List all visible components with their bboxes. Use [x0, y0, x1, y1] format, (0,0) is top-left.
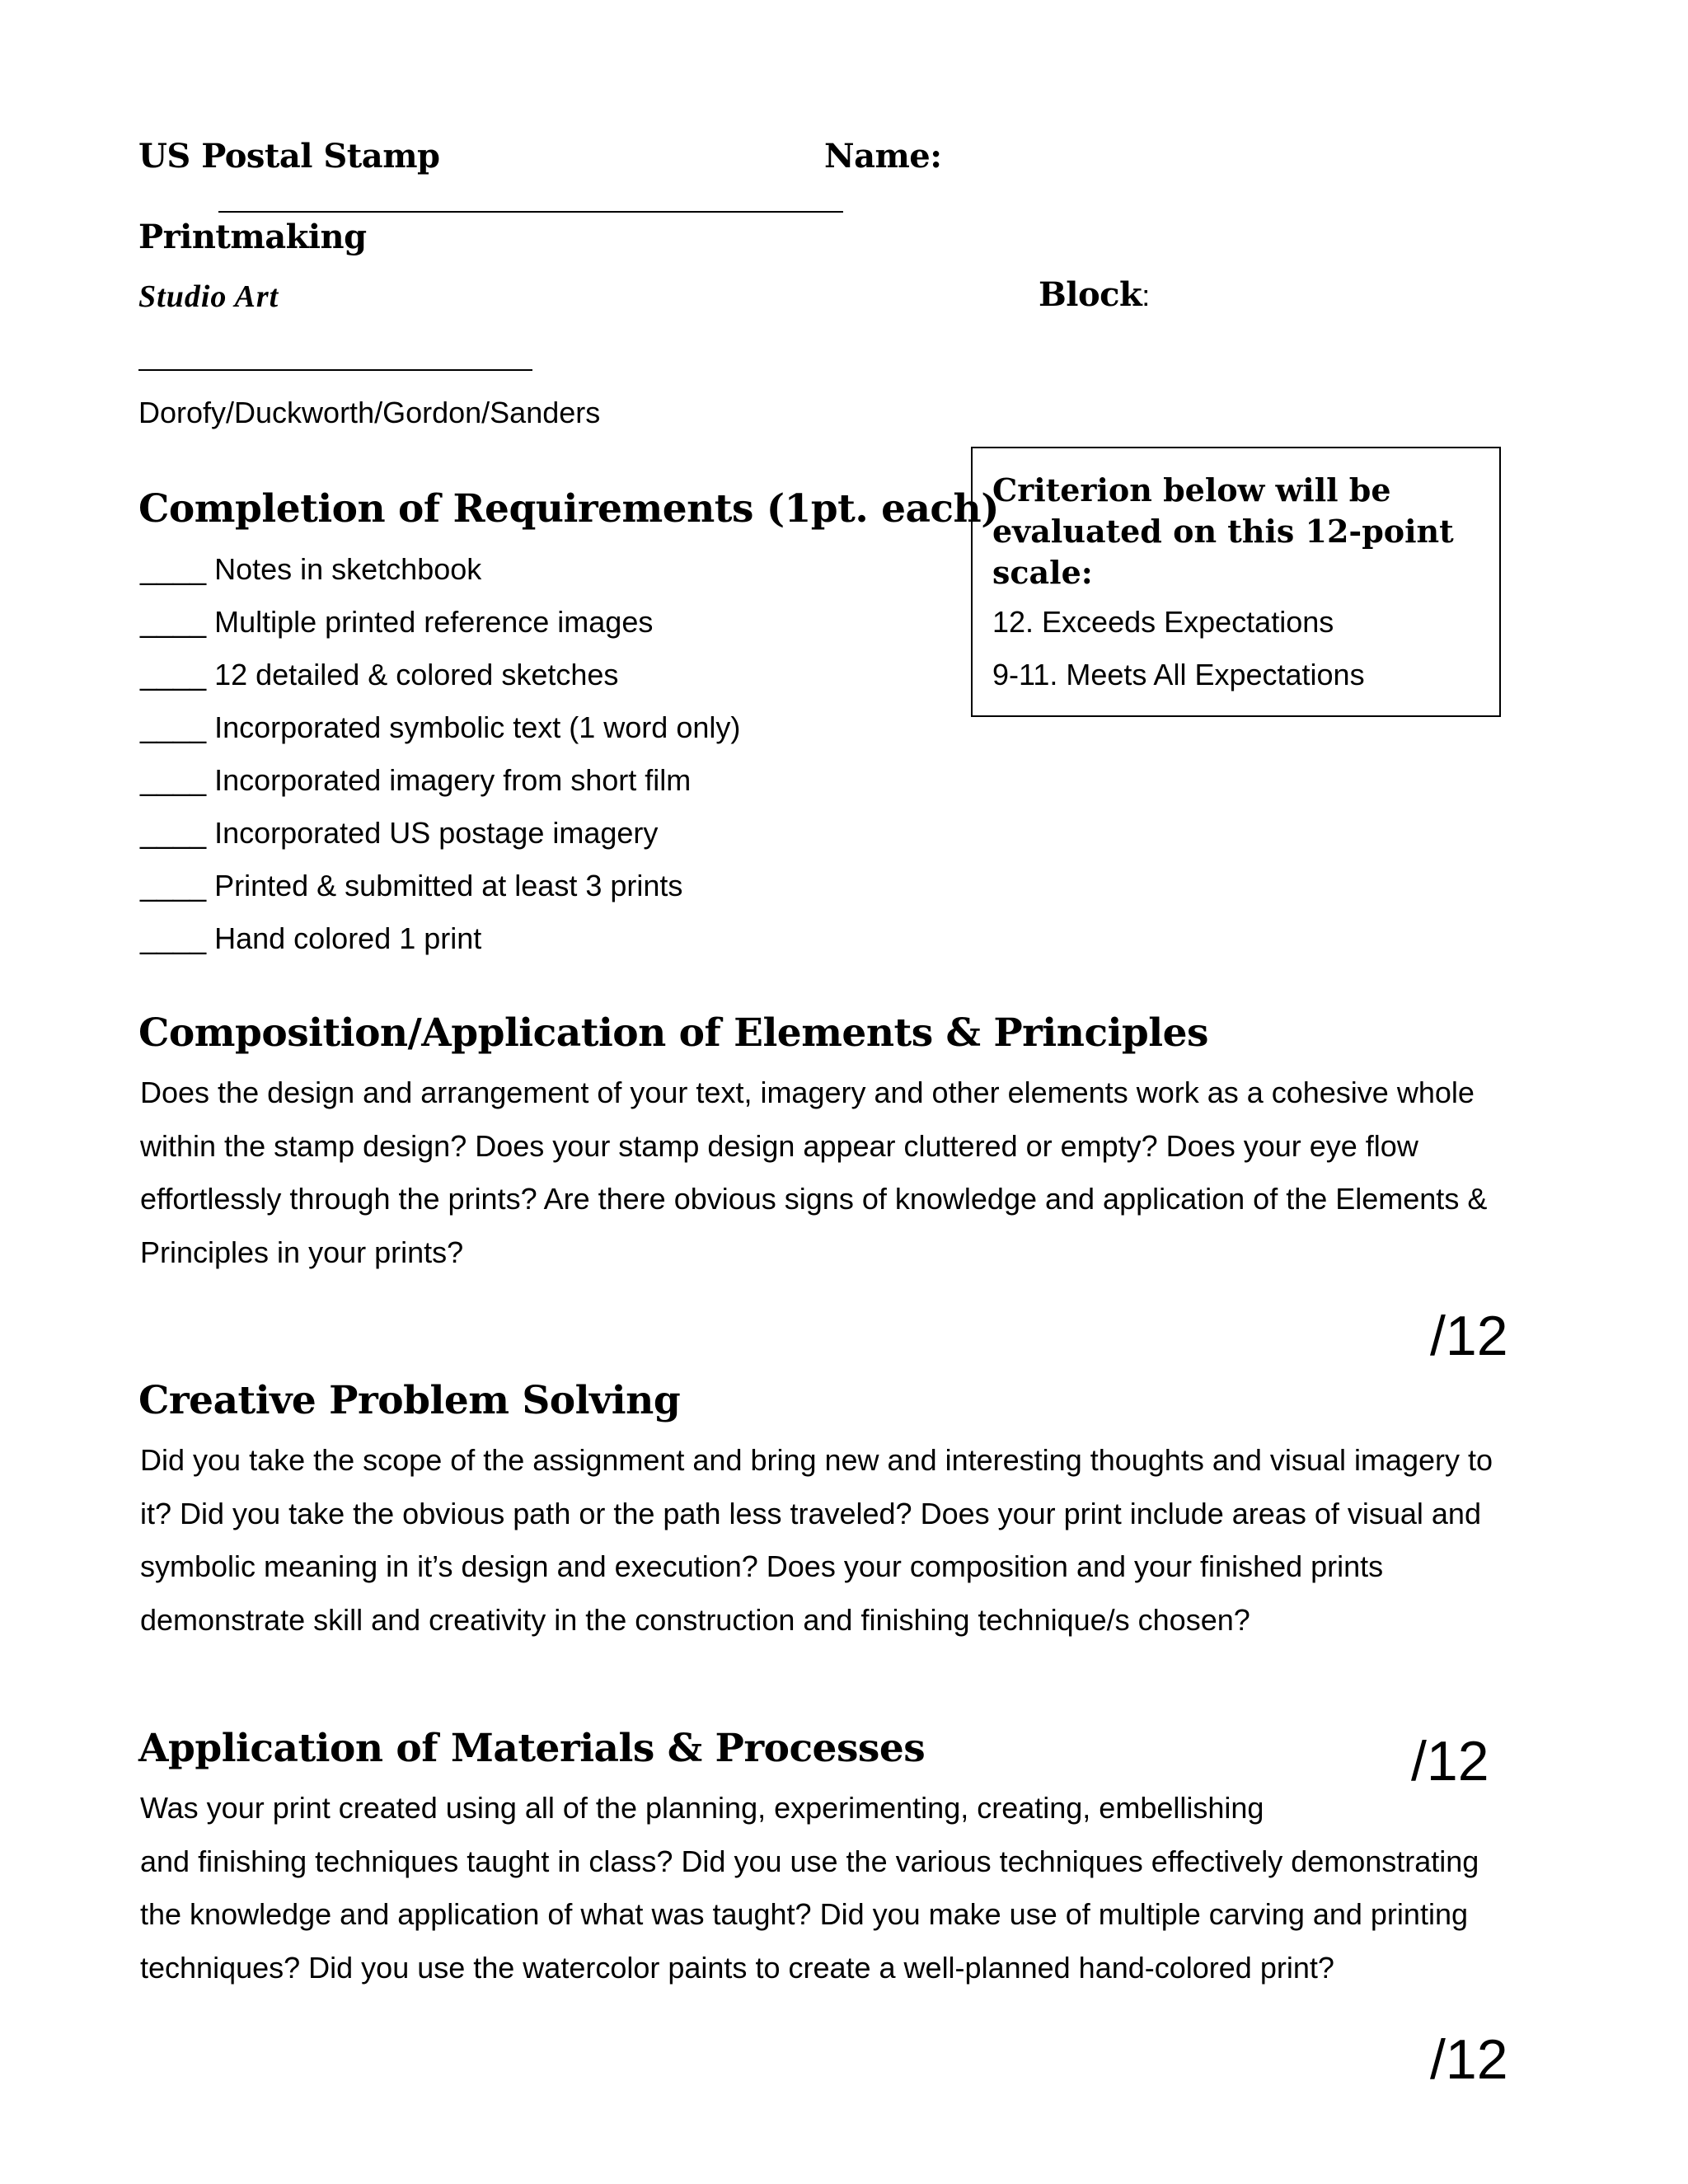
name-label: Name: [824, 137, 942, 176]
teachers: Dorofy/Duckworth/Gordon/Sanders [138, 396, 601, 429]
course-title: US Postal Stamp [138, 137, 440, 176]
paragraph-line: and finishing techniques taught in class? Did you use the various techniques effectively demonstrating [140, 1844, 1479, 1878]
score-materials: /12 [1430, 2028, 1508, 2091]
name-field-line[interactable] [218, 211, 843, 213]
requirement-item: ____ 12 detailed & colored sketches [140, 658, 619, 691]
block-colon: : [1142, 279, 1151, 312]
block-label-wrap [1039, 275, 1150, 314]
score-creative: /12 [1411, 1730, 1489, 1793]
paragraph-line: within the stamp design? Does your stamp design appear cluttered or empty? Does your eye flow [140, 1128, 1418, 1163]
requirement-item: ____ Incorporated symbolic text (1 word only) [140, 710, 741, 744]
paragraph-line: it? Did you take the obvious path or the path less traveled? Does your print include areas of visual and [140, 1496, 1481, 1530]
section-title-composition: Composition/Application of Elements & Principles [138, 1010, 1209, 1056]
section-text-composition [140, 1066, 1487, 1279]
requirement-item: ____ Printed & submitted at least 3 prints [140, 869, 683, 902]
paragraph-line: Was your print created using all of the planning, experimenting, creating, embellishing [140, 1791, 1264, 1825]
block-label: Block [1039, 275, 1142, 314]
paragraph-line: techniques? Did you use the watercolor paints to create a well-planned hand-colored print? [140, 1950, 1334, 1985]
scale-item: 9-11. Meets All Expectations [992, 658, 1365, 691]
section-title-creative: Creative Problem Solving [138, 1378, 681, 1423]
unit-title: Printmaking [138, 218, 367, 256]
section-text-creative [140, 1434, 1493, 1647]
score-composition: /12 [1430, 1305, 1508, 1367]
paragraph-line: demonstrate skill and creativity in the construction and finishing technique/s chosen? [140, 1602, 1250, 1637]
block-field-line[interactable] [138, 369, 532, 371]
requirement-item: ____ Incorporated US postage imagery [140, 816, 659, 850]
requirement-item: ____ Multiple printed reference images [140, 605, 654, 639]
scale-box-title: Criterion below will be evaluated on this 12-point scale: [992, 471, 1454, 591]
requirement-item: ____ Notes in sketchbook [140, 552, 482, 586]
paragraph-line: symbolic meaning in it’s design and execution? Does your composition and your finished prints [140, 1549, 1384, 1583]
section-text-materials [140, 1782, 1479, 1994]
paragraph-line: Did you take the scope of the assignment and bring new and interesting thoughts and visual imagery to [140, 1443, 1493, 1477]
paragraph-line: Does the design and arrangement of your text, imagery and other elements work as a cohesive whole [140, 1076, 1475, 1109]
paragraph-line: effortlessly through the prints? Are there obvious signs of knowledge and application of the Elements & [140, 1182, 1488, 1216]
class-name: Studio Art [138, 279, 279, 314]
requirement-item: ____ Incorporated imagery from short film [140, 763, 692, 797]
requirements-title: Completion of Requirements (1pt. each) [138, 486, 999, 532]
scale-box [971, 447, 1501, 717]
paragraph-line: the knowledge and application of what was taught? Did you make use of multiple carving and printing [140, 1897, 1468, 1931]
paragraph-line: Principles in your prints? [140, 1235, 464, 1269]
scale-item: 12. Exceeds Expectations [992, 605, 1334, 639]
section-title-materials: Application of Materials & Processes [138, 1726, 926, 1771]
requirement-item: ____ Hand colored 1 print [140, 921, 482, 955]
